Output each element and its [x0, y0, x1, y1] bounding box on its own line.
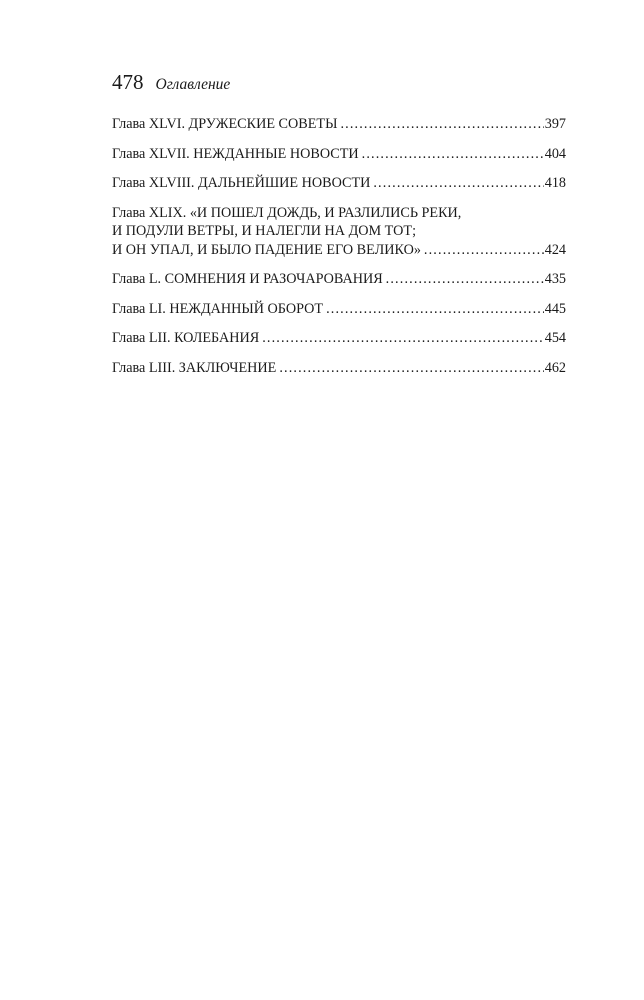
page-number: 478: [112, 70, 144, 94]
toc-entry: [112, 270, 566, 289]
toc-entry: [112, 115, 566, 134]
dot-leader: [262, 329, 544, 348]
toc-entry-title-line: И ПОДУЛИ ВЕТРЫ, И НАЛЕГЛИ НА ДОМ ТОТ;: [112, 223, 417, 239]
toc-entry-title: Глава LII. КОЛЕБАНИЯ: [112, 330, 260, 346]
toc-entry-line: [112, 359, 566, 378]
dot-leader: [362, 145, 544, 164]
toc-entry-title: Глава XLVII. НЕЖДАННЫЕ НОВОСТИ: [112, 145, 359, 162]
running-head: [112, 70, 566, 104]
toc-entry-title: Глава XLVI. ДРУЖЕСКИЕ СОВЕТЫ: [112, 116, 338, 132]
toc-entry-line: [112, 115, 566, 134]
toc-entry: [112, 204, 566, 260]
toc-entry-title: Глава LIII. ЗАКЛЮЧЕНИЕ: [112, 359, 277, 376]
toc-entry: [112, 359, 566, 378]
toc-entry-title: Глава XLVIII. ДАЛЬНЕЙШИЕ НОВОСТИ: [112, 175, 371, 191]
toc-entry-line: [112, 145, 566, 164]
toc-entry-page: 454: [544, 330, 566, 346]
dot-leader: [326, 300, 544, 319]
toc-entry-page: 445: [544, 300, 566, 317]
toc-entry-page: 424: [544, 241, 566, 258]
toc-entry-page: 418: [544, 175, 566, 191]
toc-entry-page: 462: [544, 359, 566, 376]
toc-entry-title: Глава LI. НЕЖДАННЫЙ ОБОРОТ: [112, 300, 324, 317]
toc-entry-line: [112, 300, 566, 319]
toc-entry-title-line: Глава XLIX. «И ПОШЕЛ ДОЖДЬ, И РАЗЛИЛИСЬ РЕКИ,: [112, 204, 462, 221]
toc-entry-line: [112, 174, 566, 193]
toc-entry-title: И ОН УПАЛ, И БЫЛО ПАДЕНИЕ ЕГО ВЕЛИКО»: [112, 241, 421, 258]
dot-leader: [373, 174, 543, 193]
toc-entry-page: 397: [544, 116, 566, 132]
table-of-contents: [112, 115, 566, 377]
toc-entry-line: [112, 270, 566, 289]
toc-entry: [112, 300, 566, 319]
toc-entry: [112, 329, 566, 348]
dot-leader: [279, 359, 543, 378]
dot-leader: [386, 270, 544, 289]
toc-entry-title: Глава L. СОМНЕНИЯ И РАЗОЧАРОВАНИЯ: [112, 271, 383, 287]
book-page: [112, 70, 566, 388]
toc-entry-page: 404: [544, 145, 566, 162]
toc-entry-page: 435: [544, 271, 566, 287]
dot-leader: [340, 115, 543, 134]
toc-entry-line: [112, 329, 566, 348]
section-title: Оглавление: [155, 76, 231, 93]
toc-entry-line: [112, 241, 566, 260]
toc-entry: [112, 145, 566, 164]
toc-entry: [112, 174, 566, 193]
dot-leader: [424, 241, 544, 260]
